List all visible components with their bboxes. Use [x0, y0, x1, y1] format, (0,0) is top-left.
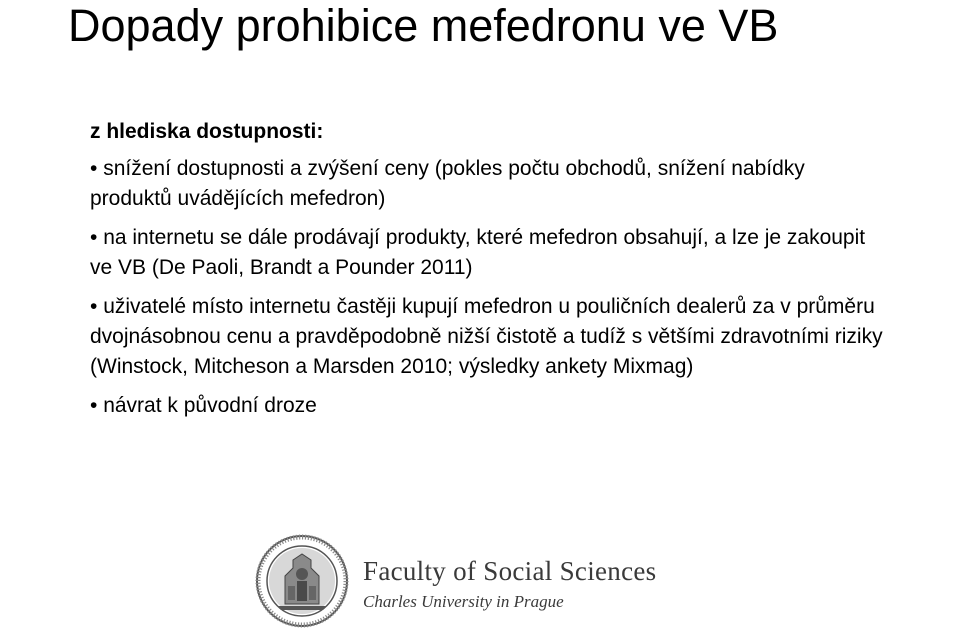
bullet-marker: • — [90, 226, 98, 249]
faculty-name: Faculty of Social Sciences — [363, 556, 657, 586]
bullet-text: uživatelé místo internetu častěji kupují mefedron u pouličních dealerů za v průměru dvojnásobnou cenu a pravděpodobně nižší čistotě a tudíž s většími zdravotními riziky (Winstock, Mitcheson a Marsden 2010; výsledky ankety Mixmag) — [90, 295, 883, 378]
bullet-marker: • — [90, 295, 98, 318]
bullet-marker: • — [90, 394, 98, 417]
university-seal-icon — [255, 534, 349, 628]
faculty-logo — [255, 534, 715, 630]
bullet-item — [90, 223, 890, 283]
bullet-item — [90, 391, 890, 421]
slide-title: Dopady prohibice mefedronu ve VB — [68, 0, 779, 51]
bullet-text: návrat k původní droze — [103, 394, 317, 417]
bullet-item — [90, 154, 890, 214]
bullet-text: snížení dostupnosti a zvýšení ceny (pokles počtu obchodů, snížení nabídky produktů uvádějících mefedron) — [90, 157, 805, 210]
university-name: Charles University in Prague — [363, 592, 564, 611]
bullet-item — [90, 292, 890, 382]
slide-content — [90, 118, 890, 430]
bullet-text: na internetu se dále prodávají produkty, které mefedron obsahují, a lze je zakoupit ve VB (De Paoli, Brandt a Pounder 2011) — [90, 226, 866, 279]
section-heading: z hlediska dostupnosti: — [90, 120, 324, 143]
bullet-marker: • — [90, 157, 98, 180]
